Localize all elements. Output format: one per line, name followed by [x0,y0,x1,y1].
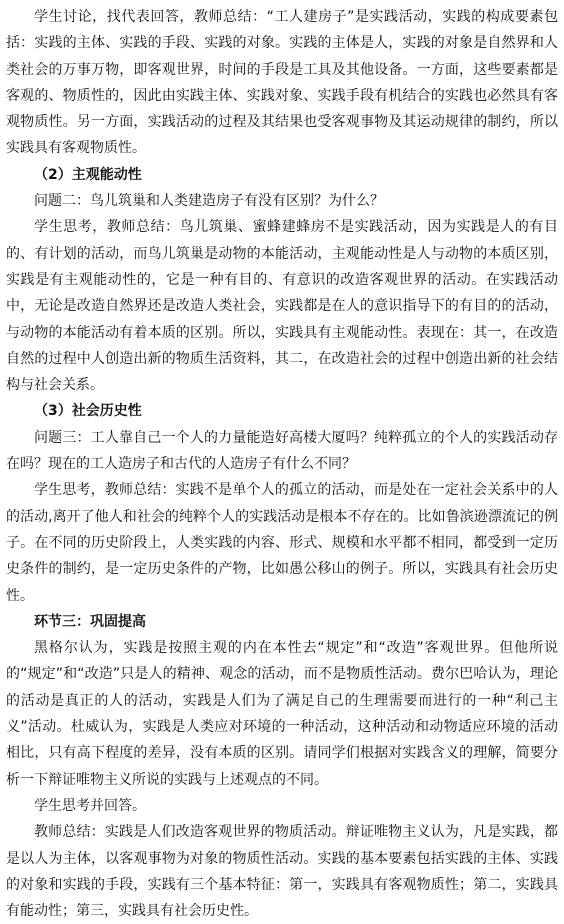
question-two: 问题二：鸟儿筑巢和人类建造房子有没有区别？为什么？ [34,193,384,210]
question-three: 问题三：工人靠自己一个人的力量能造好高楼大厦吗？纯粹孤立的个人的实践活动存在吗？现在的工人造房子和古代的人造房子有什么不同？ [6,429,558,473]
paragraph-social-historicity: 学生思考，教师总结：实践不是单个人的孤立的活动，而是处在一定社会关系中的人的活动,离开了他人和社会的纯粹个人的实践活动是根本不存在的。比如鲁滨逊漂流记的例子。在不同的历史阶段上，人类实践的内容、形式、规模和水平都不相同，都受到一定历史条件的制约，是一定历史条件的产物，比如愚公移山的例子。所以，实践具有社会历史性。 [6,482,558,604]
paragraph-teacher-summary: 教师总结：实践是人们改造客观世界的物质活动。辩证唯物主义认为，凡是实践，都是以人为主体，以客观事物为对象的物质性活动。实践的基本要素包括实践的主体、实践的对象和实践的手段，实践有三个基本特征：第一，实践具有客观物质性；第二，实践具有能动性；第三，实践具有社会历史性。 [6,824,558,920]
heading-consolidation: 环节三：巩固提高 [34,613,146,630]
paragraph-philosophers-views: 黑格尔认为，实践是按照主观的内在本性去“规定”和“改造”客观世界。但他所说的“规定”和“改造”只是人的精神、观念的活动，而不是物质性活动。费尔巴哈认为，理论的活动是真正的人的活动，实践是人们为了满足自己的生理需要而进行的一种“利己主义”活动。杜威认为，实践是人类应对环境的一种活动，这种活动和动物适应环境的活动相比，只有高下程度的差异，没有本质的区别。请同学们根据对实践含义的理解，简要分析一下辩证唯物主义所说的实践与上述观点的不同。 [6,640,558,788]
heading-social-historicity: （3）社会历史性 [34,403,142,420]
paragraph-subjective-initiative: 学生思考，教师总结：鸟儿筑巢、蜜蜂建蜂房不是实践活动，因为实践是人的有目的、有计划的活动，而鸟儿筑巢是动物的本能活动，主观能动性是人与动物的本质区别，实践是有主观能动性的，它是一种有目的、有意识的改造客观世界的活动。在实践活动中，无论是改造自然界还是改造人类社会，实践都是在人的意识指导下的有目的的活动，与动物的本能活动有着本质的区别。所以，实践具有主观能动性。表现在：其一，在改造自然的过程中人创造出新的物质生活资料，其二，在改造社会的过程中创造出新的社会结构与社会关系。 [6,219,558,394]
heading-subjective-initiative: （2）主观能动性 [34,166,142,183]
paragraph-student-answer: 学生思考并回答。 [34,797,146,814]
paragraph-material-objectivity: 学生讨论，找代表回答，教师总结：“工人建房子”是实践活动，实践的构成要素包括：实践的主体、实践的手段、实践的对象。实践的主体是人，实践的对象是自然界和人类社会的万事万物，即客观世界，时间的手段是工具及其他设备。一方面，这些要素都是客观的、物质性的，因此由实践主体、实践对象、实践手段有机结合的实践也必然具有客观物质性。另一方面，实践活动的过程及其结果也受客观事物及其运动规律的制约，所以实践具有客观物质性。 [6,9,558,157]
